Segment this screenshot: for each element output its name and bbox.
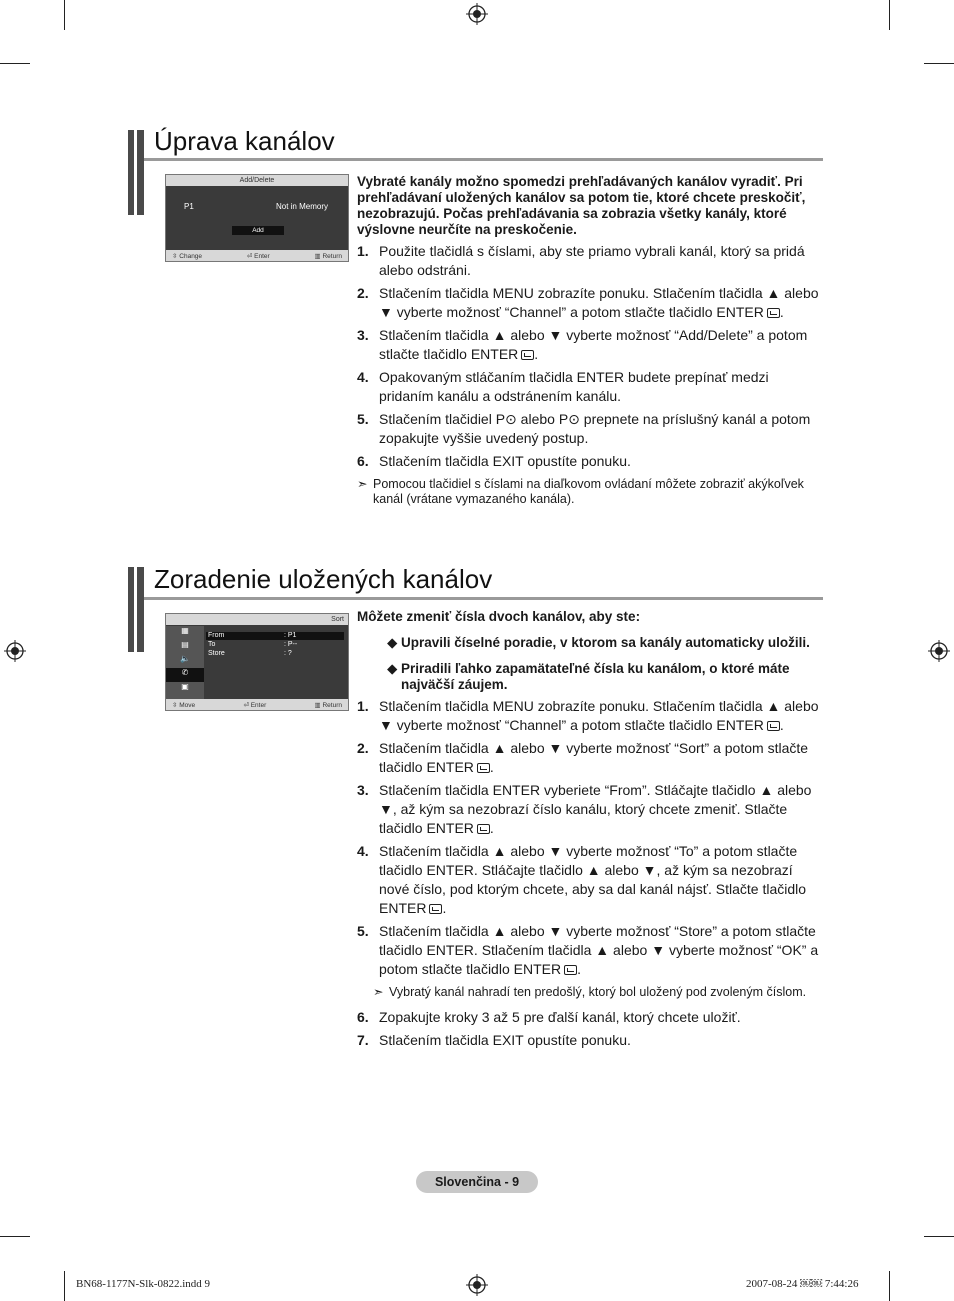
- enter-icon: [767, 308, 780, 318]
- diamond-icon: ◆: [387, 661, 398, 676]
- step-2: 2. Stlačením tlačidla ▲ alebo ▼ vyberte možnosť “Sort” a potom stlačte tlačidlo ENTER .: [357, 740, 809, 775]
- osd-header: Add/Delete: [166, 175, 348, 186]
- step-6: 6. Zopakujte kroky 3 až 5 pre ďalší kanál, ktorý chcete uložiť.: [357, 1009, 741, 1025]
- osd-status: Not in Memory: [275, 202, 328, 211]
- crop-mark: [889, 0, 890, 30]
- picture-icon: ▦: [181, 626, 189, 635]
- channel-icon: ✆: [166, 668, 204, 682]
- osd-row-store: Store : ?: [208, 650, 292, 657]
- crop-mark: [889, 1271, 890, 1301]
- section1-text: [357, 174, 823, 507]
- setup-icon: ▣: [181, 682, 189, 691]
- osd-sort-menu: [165, 613, 349, 711]
- osd-footer-enter: ⏎ Enter: [246, 252, 270, 260]
- osd-footer-return: ▥ Return: [314, 252, 342, 260]
- registration-mark-icon: [4, 640, 26, 662]
- diamond-icon: ◆: [387, 635, 398, 650]
- registration-mark-icon: [928, 640, 950, 662]
- osd-footer-enter: ⏎ Enter: [243, 701, 267, 709]
- step-6: 6. Stlačením tlačidla EXIT opustíte ponuku.: [357, 453, 631, 469]
- section-rule: [144, 597, 823, 600]
- note: ➣ Vybratý kanál nahradí ten predošlý, ktorý bol uložený pod zvoleným číslom.: [373, 985, 807, 999]
- osd-footer-change: ⇳ Change: [172, 252, 203, 260]
- step-4: 4. Stlačením tlačidla ▲ alebo ▼ vyberte možnosť “To” a potom stlačte tlačidlo ENTER. Stláčajte tlačidlo ▲ alebo ▼, až kým sa nezobrazí nové číslo, pod ktorým chcete, aby sa dal kanál nájsť. Stlačte tlačidlo ENTER .: [357, 843, 807, 916]
- osd-channel-row: [166, 186, 348, 211]
- crop-mark: [0, 1236, 30, 1237]
- step-3: 3. Stlačením tlačidla ENTER vyberiete “From”. Stláčajte tlačidlo ▲ alebo ▼, až kým sa nezobrazí číslo kanálu, ktorý chcete zmeniť. Stlačte tlačidlo ENTER .: [357, 782, 812, 836]
- osd-row-to: To : P--: [208, 641, 298, 648]
- section-title: Úprava kanálov: [154, 126, 335, 156]
- step-5: 5. Stlačením tlačidla ▲ alebo ▼ vyberte možnosť “Store” a potom stlačte tlačidlo ENTER. Stlačením tlačidla ▲ alebo ▼ vyberte možnosť “OK” a potom stlačte tlačidlo ENTER .: [357, 923, 819, 977]
- volume-icon: 🔈: [180, 654, 190, 663]
- step-1: 1. Použite tlačidlá s číslami, aby ste priamo vybrali kanál, ktorý sa pridá alebo odstráni.: [357, 243, 805, 278]
- enter-icon: [521, 350, 534, 360]
- date-slug: 2007-08-24 ￼￼ 7:44:26: [746, 1278, 859, 1290]
- registration-mark-icon: [466, 3, 488, 25]
- bullet-item: ◆ Priradili ľahko zapamätateľné čísla ku kanálom, o ktoré máte najväčší záujem.: [387, 661, 790, 692]
- note-arrow-icon: ➣: [357, 477, 368, 491]
- step-2: 2. Stlačením tlačidla MENU zobrazíte ponuku. Stlačením tlačidla ▲ alebo ▼ vyberte možnosť “Channel” a potom stlačte tlačidlo ENTER .: [357, 285, 819, 320]
- enter-icon: [767, 721, 780, 731]
- registration-mark-icon: [466, 1274, 488, 1296]
- enter-icon: [564, 965, 577, 975]
- enter-icon: [477, 824, 490, 834]
- section-rule: [144, 158, 823, 161]
- section2-lead: Môžete zmeniť čísla dvoch kanálov, aby ste:: [357, 609, 641, 624]
- note: ➣ Pomocou tlačidiel s číslami na diaľkovom ovládaní môžete zobraziť akýkoľvek kanál (vrátane vymazaného kanála).: [357, 477, 804, 506]
- file-slug: BN68-1177N-Slk-0822.indd 9: [76, 1278, 211, 1290]
- crop-mark: [64, 0, 65, 30]
- crop-mark: [0, 63, 30, 64]
- sound-icon: ▤: [181, 640, 189, 649]
- step-5: 5. Stlačením tlačidiel P⊙ alebo P⊙ prepnete na príslušný kanál a potom zopakujte vyššie uvedený postup.: [357, 411, 811, 446]
- osd-row-from: From : P1: [206, 632, 344, 640]
- osd-footer-return: ▥ Return: [314, 701, 342, 709]
- step-1: 1. Stlačením tlačidla MENU zobrazíte ponuku. Stlačením tlačidla ▲ alebo ▼ vyberte možnosť “Channel” a potom stlačte tlačidlo ENTER .: [357, 698, 819, 733]
- osd-sidebar: [166, 626, 204, 700]
- crop-mark: [924, 63, 954, 64]
- crop-mark: [64, 1271, 65, 1301]
- osd-add-button: Add: [232, 226, 284, 235]
- section1-lead: Vybraté kanály možno spomedzi prehľadávaných kanálov vyradiť. Pri prehľadávaní uložených kanálov sa potom tie, ktoré chcete preskočiť, nezobrazujú. Počas prehľadávania sa zobrazia všetky kanály, ktoré výslovne neurčíte na preskočenie.: [357, 174, 806, 237]
- step-3: 3. Stlačením tlačidla ▲ alebo ▼ vyberte možnosť “Add/Delete” a potom stlačte tlačidlo ENTER .: [357, 327, 808, 362]
- enter-icon: [477, 763, 490, 773]
- section-marker-bar: [128, 130, 144, 215]
- page-number-badge: Slovenčina - 9: [416, 1171, 538, 1193]
- section-marker-bar: [128, 567, 144, 652]
- osd-footer-move: ⇳ Move: [172, 701, 196, 709]
- section2-text: [357, 609, 823, 1050]
- osd-rows: [206, 632, 344, 658]
- enter-icon: [429, 904, 442, 914]
- section-title: Zoradenie uložených kanálov: [154, 564, 493, 594]
- step-4: 4. Opakovaným stláčaním tlačidla ENTER budete prepínať medzi pridaním kanálu a odstránením kanálu.: [357, 369, 769, 404]
- osd-channel: P1: [184, 202, 194, 211]
- osd-header: Sort: [166, 614, 348, 625]
- step-7: 7. Stlačením tlačidla EXIT opustíte ponuku.: [357, 1032, 631, 1048]
- note-arrow-icon: ➣: [373, 985, 384, 999]
- osd-footer: [166, 699, 348, 710]
- crop-mark: [924, 1236, 954, 1237]
- osd-footer: [166, 250, 348, 261]
- bullet-item: ◆ Upravili číselné poradie, v ktorom sa kanály automaticky uložili.: [387, 635, 810, 650]
- osd-add-delete-menu: [165, 174, 349, 262]
